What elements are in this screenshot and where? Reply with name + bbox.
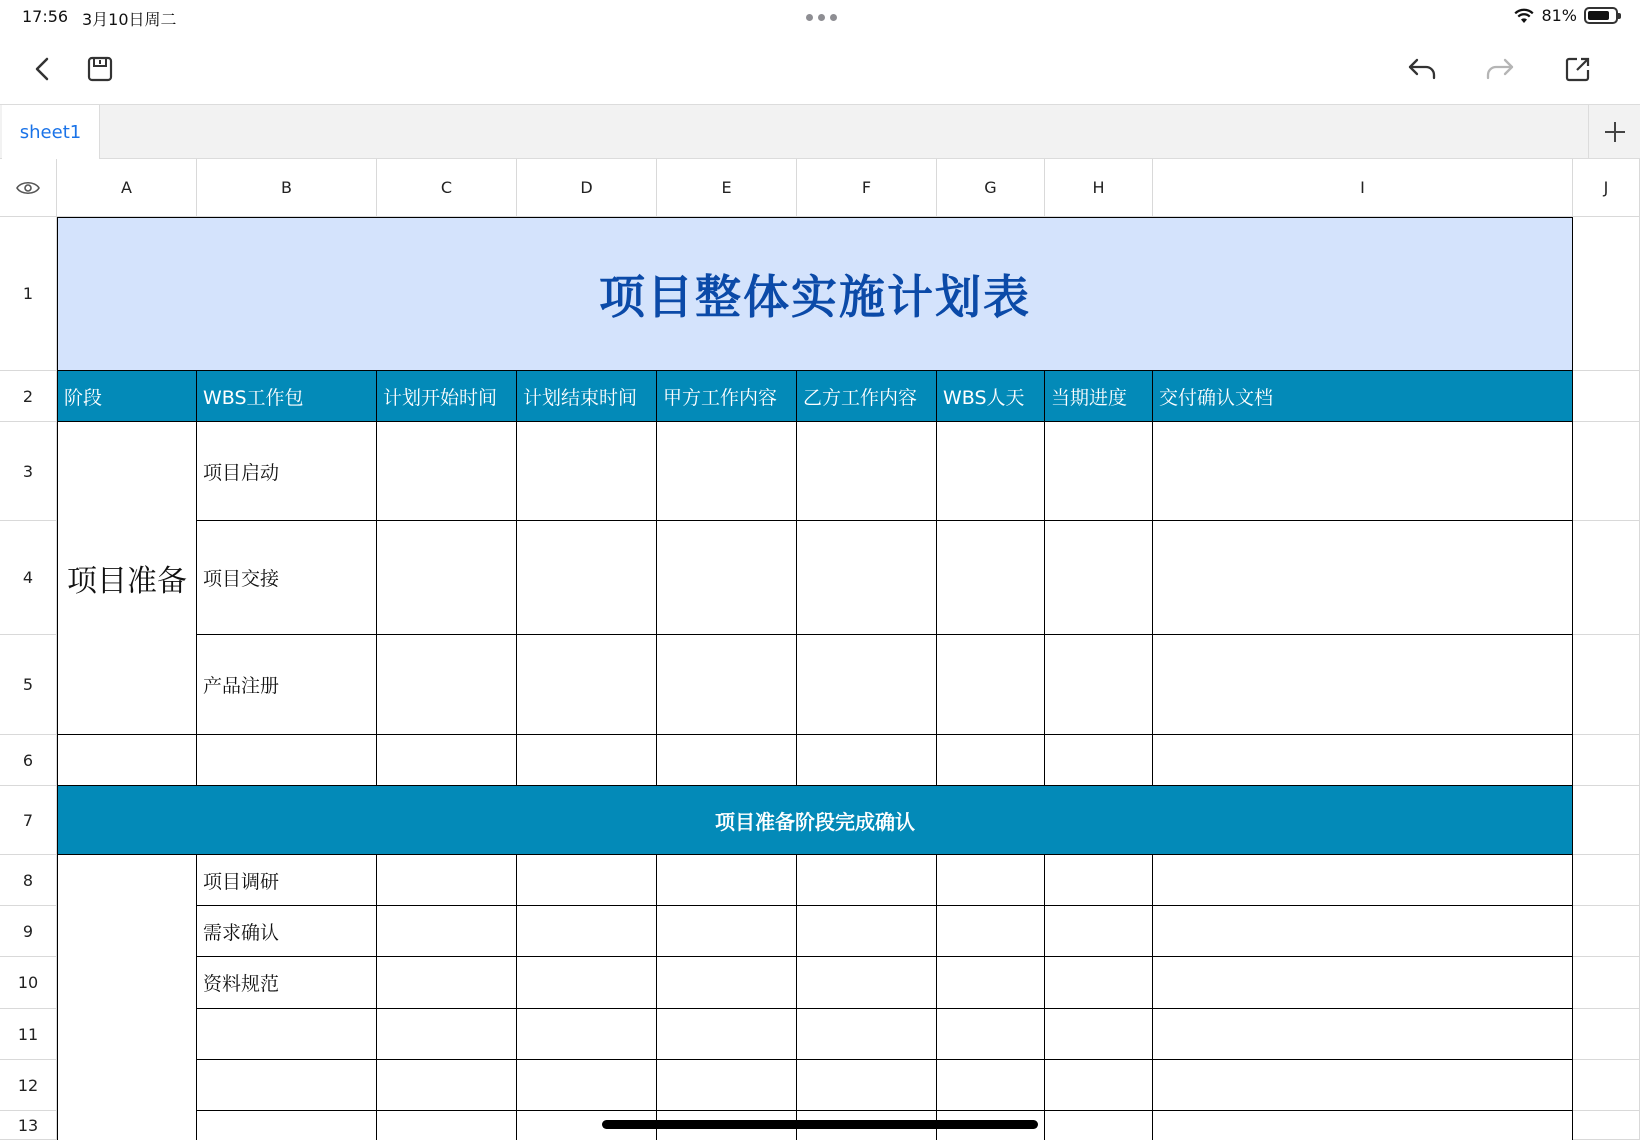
sheet-title[interactable]: 项目整体实施计划表 — [57, 217, 1573, 371]
table-cell[interactable] — [517, 957, 657, 1009]
undo-icon[interactable] — [1401, 48, 1443, 90]
empty-cell[interactable] — [1573, 217, 1640, 371]
phase-cell[interactable] — [57, 855, 197, 1140]
row-header[interactable]: 9 — [0, 906, 57, 957]
table-cell[interactable] — [1045, 422, 1153, 521]
wbs-item-cell[interactable]: 项目调研 — [197, 855, 377, 906]
table-cell[interactable] — [1153, 635, 1573, 735]
plus-icon — [1603, 120, 1627, 144]
table-cell[interactable] — [1153, 1060, 1573, 1111]
row-header[interactable]: 4 — [0, 521, 57, 635]
table-cell[interactable] — [377, 521, 517, 635]
table-cell[interactable] — [657, 855, 797, 906]
wbs-item-cell[interactable]: 产品注册 — [197, 635, 377, 735]
status-right — [1514, 6, 1618, 25]
table-cell[interactable] — [937, 1009, 1045, 1060]
table-cell[interactable] — [657, 422, 797, 521]
spreadsheet-grid[interactable] — [0, 159, 1640, 1140]
table-cell[interactable] — [1153, 957, 1573, 1009]
table-header-cell[interactable]: WBS人天 — [937, 371, 1045, 422]
empty-cell[interactable] — [1573, 521, 1640, 635]
table-header-cell[interactable]: 计划结束时间 — [517, 371, 657, 422]
row-header[interactable]: 2 — [0, 371, 57, 422]
table-header-cell[interactable]: WBS工作包 — [197, 371, 377, 422]
table-cell[interactable] — [517, 1009, 657, 1060]
row-header[interactable]: 7 — [0, 786, 57, 855]
table-cell[interactable] — [517, 855, 657, 906]
table-cell[interactable] — [57, 735, 197, 786]
empty-cell[interactable] — [1573, 906, 1640, 957]
table-cell[interactable] — [937, 521, 1045, 635]
table-cell[interactable] — [1045, 735, 1153, 786]
table-cell[interactable] — [377, 855, 517, 906]
column-header[interactable]: F — [797, 159, 937, 217]
table-cell[interactable] — [657, 1009, 797, 1060]
table-cell[interactable] — [377, 422, 517, 521]
wbs-item-cell[interactable]: 需求确认 — [197, 906, 377, 957]
table-cell[interactable] — [797, 735, 937, 786]
table-cell[interactable] — [937, 1060, 1045, 1111]
row-header[interactable]: 13 — [0, 1111, 57, 1140]
multitasking-dots-icon[interactable] — [806, 14, 837, 21]
wbs-item-cell[interactable]: 项目启动 — [197, 422, 377, 521]
table-cell[interactable] — [1153, 906, 1573, 957]
table-cell[interactable] — [1045, 855, 1153, 906]
table-cell[interactable] — [1153, 735, 1573, 786]
wbs-item-cell[interactable] — [197, 1009, 377, 1060]
table-cell[interactable] — [657, 521, 797, 635]
table-cell[interactable] — [937, 422, 1045, 521]
table-cell[interactable] — [377, 1060, 517, 1111]
wbs-item-cell[interactable]: 资料规范 — [197, 957, 377, 1009]
table-cell[interactable] — [657, 635, 797, 735]
table-cell[interactable] — [797, 906, 937, 957]
battery-percent: 81% — [1541, 6, 1577, 25]
row-header[interactable]: 10 — [0, 957, 57, 1009]
row-header[interactable]: 12 — [0, 1060, 57, 1111]
status-time: 17:56 — [22, 7, 69, 26]
sheet-tab-bar — [0, 104, 1640, 159]
back-icon[interactable] — [22, 48, 64, 90]
home-indicator — [602, 1120, 1038, 1129]
table-cell[interactable] — [377, 635, 517, 735]
empty-cell[interactable] — [1573, 735, 1640, 786]
toolbar — [0, 34, 1640, 104]
tab-sheet1[interactable]: sheet1 — [2, 105, 100, 159]
table-cell[interactable] — [797, 635, 937, 735]
column-header[interactable]: E — [657, 159, 797, 217]
table-cell[interactable] — [1153, 1009, 1573, 1060]
row-header[interactable]: 11 — [0, 1009, 57, 1060]
empty-cell[interactable] — [1573, 635, 1640, 735]
table-cell[interactable] — [1045, 1009, 1153, 1060]
phase-cell[interactable]: 项目准备 — [57, 422, 197, 735]
table-cell[interactable] — [937, 735, 1045, 786]
table-cell[interactable] — [517, 521, 657, 635]
row-header[interactable]: 8 — [0, 855, 57, 906]
empty-cell[interactable] — [1573, 1009, 1640, 1060]
row-header[interactable]: 5 — [0, 635, 57, 735]
table-cell[interactable] — [937, 635, 1045, 735]
table-cell[interactable] — [797, 1009, 937, 1060]
table-header-cell[interactable]: 甲方工作内容 — [657, 371, 797, 422]
table-cell[interactable] — [517, 422, 657, 521]
table-cell[interactable] — [937, 957, 1045, 1009]
table-cell[interactable] — [1153, 1111, 1573, 1140]
row-header[interactable]: 6 — [0, 735, 57, 786]
row-header[interactable]: 1 — [0, 217, 57, 371]
column-header[interactable]: A — [57, 159, 197, 217]
table-cell[interactable] — [377, 1009, 517, 1060]
table-header-cell[interactable]: 计划开始时间 — [377, 371, 517, 422]
empty-cell[interactable] — [1573, 1060, 1640, 1111]
table-cell[interactable] — [1045, 906, 1153, 957]
empty-cell[interactable] — [1573, 786, 1640, 855]
empty-cell[interactable] — [1573, 422, 1640, 521]
table-cell[interactable] — [937, 855, 1045, 906]
visibility-toggle[interactable] — [0, 159, 57, 217]
table-cell[interactable] — [517, 906, 657, 957]
table-cell[interactable] — [517, 1060, 657, 1111]
table-cell[interactable] — [797, 1060, 937, 1111]
column-header[interactable]: D — [517, 159, 657, 217]
phase-confirm-banner[interactable]: 项目准备阶段完成确认 — [57, 786, 1573, 855]
add-sheet-button[interactable] — [1588, 105, 1640, 159]
table-cell[interactable] — [377, 906, 517, 957]
table-cell[interactable] — [657, 906, 797, 957]
table-cell[interactable] — [657, 1060, 797, 1111]
table-header-cell[interactable]: 交付确认文档 — [1153, 371, 1573, 422]
wbs-item-cell[interactable] — [197, 735, 377, 786]
share-icon[interactable] — [1557, 48, 1599, 90]
table-cell[interactable] — [797, 855, 937, 906]
column-header[interactable]: G — [937, 159, 1045, 217]
table-cell[interactable] — [1045, 957, 1153, 1009]
empty-cell[interactable] — [1573, 957, 1640, 1009]
wifi-icon — [1514, 8, 1534, 24]
table-cell[interactable] — [797, 521, 937, 635]
table-cell[interactable] — [1045, 1060, 1153, 1111]
table-cell[interactable] — [937, 906, 1045, 957]
table-cell[interactable] — [377, 957, 517, 1009]
status-date: 3月10日周二 — [82, 10, 177, 29]
table-cell[interactable] — [1153, 422, 1573, 521]
table-cell[interactable] — [377, 735, 517, 786]
wbs-item-cell[interactable] — [197, 1111, 377, 1140]
redo-icon[interactable] — [1479, 48, 1521, 90]
empty-cell[interactable] — [1573, 1111, 1640, 1140]
column-header[interactable]: J — [1573, 159, 1640, 217]
status-bar — [0, 0, 1640, 34]
table-header-cell[interactable]: 阶段 — [57, 371, 197, 422]
table-cell[interactable] — [1045, 521, 1153, 635]
table-cell[interactable] — [657, 957, 797, 1009]
table-header-cell[interactable]: 当期进度 — [1045, 371, 1153, 422]
table-cell[interactable] — [797, 957, 937, 1009]
table-cell[interactable] — [517, 635, 657, 735]
table-cell[interactable] — [1045, 635, 1153, 735]
column-header[interactable]: B — [197, 159, 377, 217]
table-cell[interactable] — [1153, 521, 1573, 635]
empty-cell[interactable] — [1573, 855, 1640, 906]
column-header[interactable]: H — [1045, 159, 1153, 217]
table-cell[interactable] — [1045, 1111, 1153, 1140]
column-header[interactable]: C — [377, 159, 517, 217]
eye-icon — [16, 180, 40, 196]
wbs-item-cell[interactable]: 项目交接 — [197, 521, 377, 635]
save-icon[interactable] — [79, 48, 121, 90]
wbs-item-cell[interactable] — [197, 1060, 377, 1111]
column-header[interactable]: I — [1153, 159, 1573, 217]
table-cell[interactable] — [657, 735, 797, 786]
table-cell[interactable] — [1153, 855, 1573, 906]
table-header-cell[interactable]: 乙方工作内容 — [797, 371, 937, 422]
battery-icon — [1584, 7, 1618, 24]
table-cell[interactable] — [377, 1111, 517, 1140]
table-cell[interactable] — [797, 422, 937, 521]
table-cell[interactable] — [517, 735, 657, 786]
empty-cell[interactable] — [1573, 371, 1640, 422]
row-header[interactable]: 3 — [0, 422, 57, 521]
